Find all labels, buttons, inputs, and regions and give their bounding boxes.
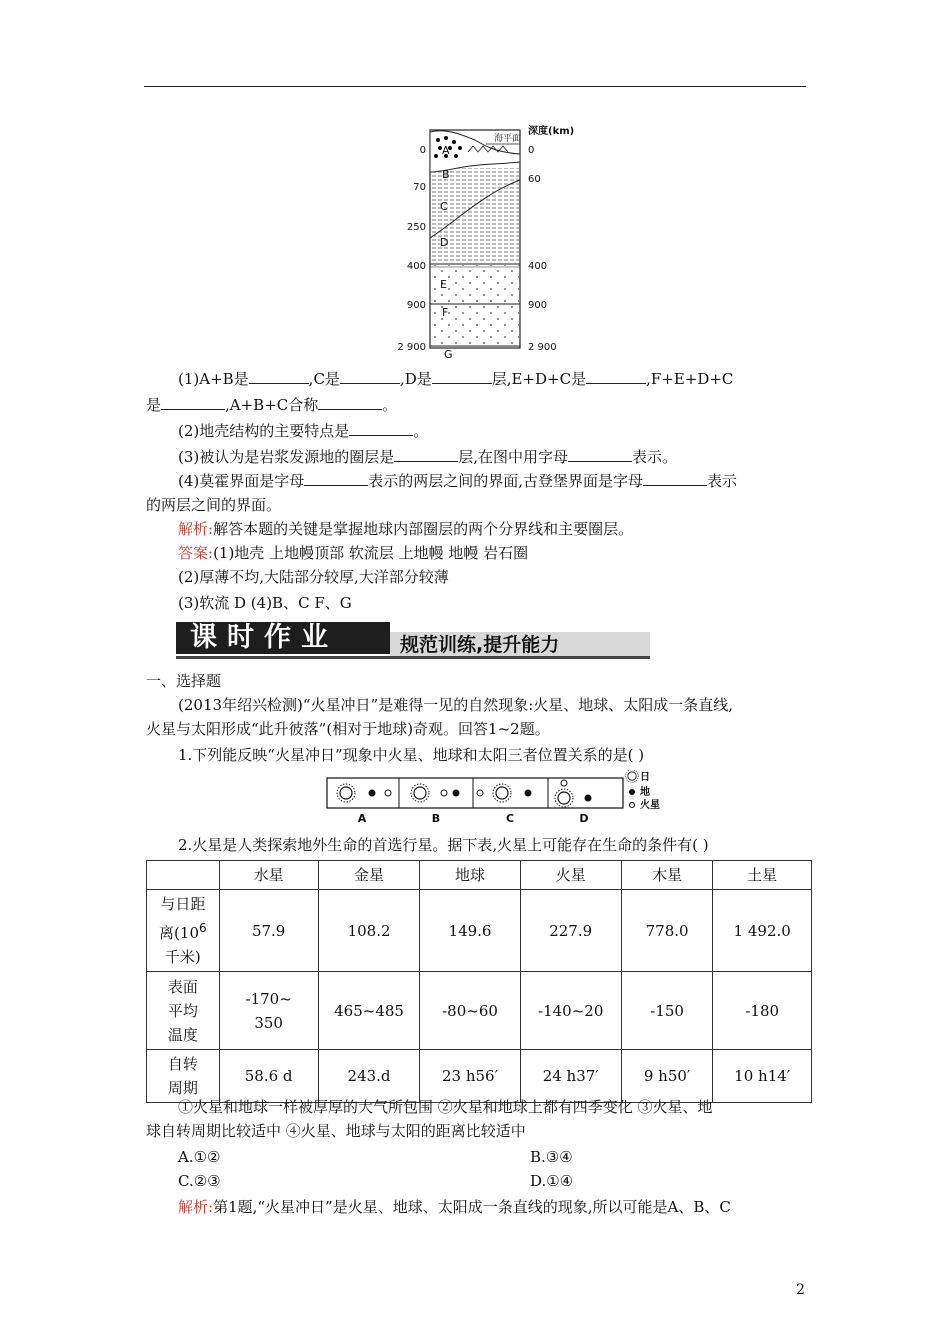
left-tick: 400	[406, 261, 426, 272]
table-cell: 149.6	[420, 890, 520, 972]
question-2: 2.火星是人类探索地外生命的首选行星。据下表,火星上可能存在生命的条件有( )	[178, 836, 709, 854]
table-cell: -80~60	[420, 972, 520, 1050]
question-line-4: (3)被认为是岩浆发源地的圈层是 层,在图中用字母 表示。	[178, 448, 678, 466]
mars-icon	[561, 780, 567, 786]
row-label: 自转 周期	[147, 1050, 220, 1103]
homework-banner	[176, 622, 650, 662]
earth-layers-diagram	[390, 118, 590, 360]
table-cell: -140~20	[520, 972, 621, 1050]
earth-icon	[629, 789, 635, 795]
right-tick: 60	[528, 174, 541, 185]
mars-icon	[477, 790, 483, 796]
table-row	[147, 1050, 812, 1103]
table-cell: 23 h56′	[420, 1050, 520, 1103]
alignment-figure	[326, 770, 666, 826]
section-heading: 一、选择题	[146, 672, 222, 690]
earth-icon	[525, 790, 532, 797]
left-tick: 250	[406, 222, 426, 233]
question-line-2: 是 ,A+B+C合称 。	[146, 396, 398, 414]
analysis-label: 解析:	[178, 1198, 214, 1216]
question-line-6: 的两层之间的界面。	[146, 496, 282, 514]
table-cell: 58.6 d	[219, 1050, 318, 1103]
mars-icon	[630, 803, 635, 808]
layer-label-b: B	[442, 168, 450, 181]
table-cell: 1 492.0	[713, 890, 812, 972]
right-tick: 900	[528, 300, 548, 311]
layer-label-d: D	[440, 236, 449, 249]
table-header-row	[147, 861, 812, 890]
table-header-cell: 水星	[219, 861, 318, 890]
table-cell: 9 h50′	[621, 1050, 713, 1103]
table-header-cell: 木星	[621, 861, 713, 890]
question-line-1: (1)A+B是 ,C是 ,D是 层,E+D+C是 ,F+E+D+C	[178, 370, 734, 388]
table-header-cell: 金星	[318, 861, 420, 890]
answer-line-2: (2)厚薄不均,大陆部分较厚,大洋部分较薄	[178, 568, 449, 586]
answer-1: 答案:(1)地壳 上地幔顶部 软流层 上地幔 地幔 岩石圈	[178, 544, 529, 562]
table-header-cell: 土星	[713, 861, 812, 890]
table-cell: -170~ 350	[219, 972, 318, 1050]
figure-label-b: B	[431, 812, 441, 825]
options-line-1: ①火星和地球一样被厚厚的大气所包围 ②火星和地球上都有四季变化 ③火星、地	[178, 1098, 713, 1116]
intro-line-2: 火星与太阳形成“此升彼落”(相对于地球)奇观。回答1~2题。	[146, 720, 550, 738]
answer-line-3: (3)软流 D (4)B、C F、G	[178, 594, 352, 612]
legend-earth: 地	[640, 787, 650, 798]
table-cell: 57.9	[219, 890, 318, 972]
table-cell: 227.9	[520, 890, 621, 972]
left-tick: 2 900	[397, 342, 426, 353]
figure-label-c: C	[505, 812, 515, 825]
option-a: A.①②	[178, 1148, 221, 1166]
table-header-cell: 火星	[520, 861, 621, 890]
analysis-label: 解析:	[178, 520, 214, 538]
mars-icon	[385, 790, 391, 796]
mars-icon	[441, 790, 447, 796]
sea-level-label: 海平面	[494, 134, 522, 144]
table-cell: 243.d	[318, 1050, 420, 1103]
intro-line-1: (2013年绍兴检测)“火星冲日”是难得一见的自然现象:火星、地球、太阳成一条直线,	[178, 696, 734, 714]
left-tick: 900	[406, 300, 426, 311]
answer-label: 答案:	[178, 544, 214, 562]
page-number: 2	[796, 1282, 805, 1298]
row-label: 表面 平均 温度	[147, 972, 220, 1050]
table-cell: -180	[713, 972, 812, 1050]
legend-mars: 火星	[640, 800, 660, 811]
layer-label-a: A	[442, 144, 450, 157]
option-c: C.②③	[178, 1172, 221, 1190]
table-cell: 778.0	[621, 890, 713, 972]
table-header-cell	[147, 861, 220, 890]
option-b: B.③④	[530, 1148, 573, 1166]
layer-label-e: E	[440, 278, 447, 291]
options-line-2: 球自转周期比较适中 ④火星、地球与太阳的距离比较适中	[146, 1122, 526, 1140]
table-cell: 10 h14′	[713, 1050, 812, 1103]
legend-sun: 日	[640, 772, 650, 783]
figure-label-d: D	[579, 812, 589, 825]
planet-table	[146, 860, 812, 1103]
left-tick: 70	[413, 182, 426, 193]
table-row	[147, 972, 812, 1050]
banner-subtitle: 规范训练,提升能力	[390, 632, 650, 658]
table-cell: 108.2	[318, 890, 420, 972]
question-line-3: (2)地壳结构的主要特点是 。	[178, 422, 429, 440]
banner-title: 课时作业	[176, 622, 390, 654]
right-tick: 400	[528, 261, 548, 272]
layer-label-g: G	[444, 348, 453, 360]
banner-underline	[176, 656, 650, 659]
table-cell: 24 h37′	[520, 1050, 621, 1103]
option-d: D.①④	[530, 1172, 574, 1190]
earth-icon	[453, 790, 460, 797]
earth-icon	[585, 795, 592, 802]
header-rule	[144, 86, 806, 87]
table-row	[147, 890, 812, 972]
question-line-5: (4)莫霍界面是字母 表示的两层之间的界面,古登堡界面是字母 表示	[178, 472, 738, 490]
sun-icon	[626, 770, 639, 782]
left-tick: 0	[419, 145, 426, 156]
table-header-cell: 地球	[420, 861, 520, 890]
table-cell: -150	[621, 972, 713, 1050]
right-tick: 2 900	[528, 342, 557, 353]
figure-label-a: A	[357, 812, 367, 825]
layer-label-c: C	[440, 200, 448, 213]
earth-icon	[369, 790, 376, 797]
depth-title: 深度(km)	[528, 126, 575, 137]
table-cell: 465~485	[318, 972, 420, 1050]
analysis-1: 解析:解答本题的关键是掌握地球内部圈层的两个分界线和主要圈层。	[178, 520, 634, 538]
layer-label-f: F	[442, 306, 449, 319]
question-1: 1.下列能反映“火星冲日”现象中火星、地球和太阳三者位置关系的是( )	[178, 746, 645, 764]
row-label: 与日距 离($10^6$ 千米)	[147, 890, 220, 972]
right-tick: 0	[528, 145, 535, 156]
analysis-2: 解析:第1题,“火星冲日”是火星、地球、太阳成一条直线的现象,所以可能是A、B、C	[178, 1198, 731, 1216]
